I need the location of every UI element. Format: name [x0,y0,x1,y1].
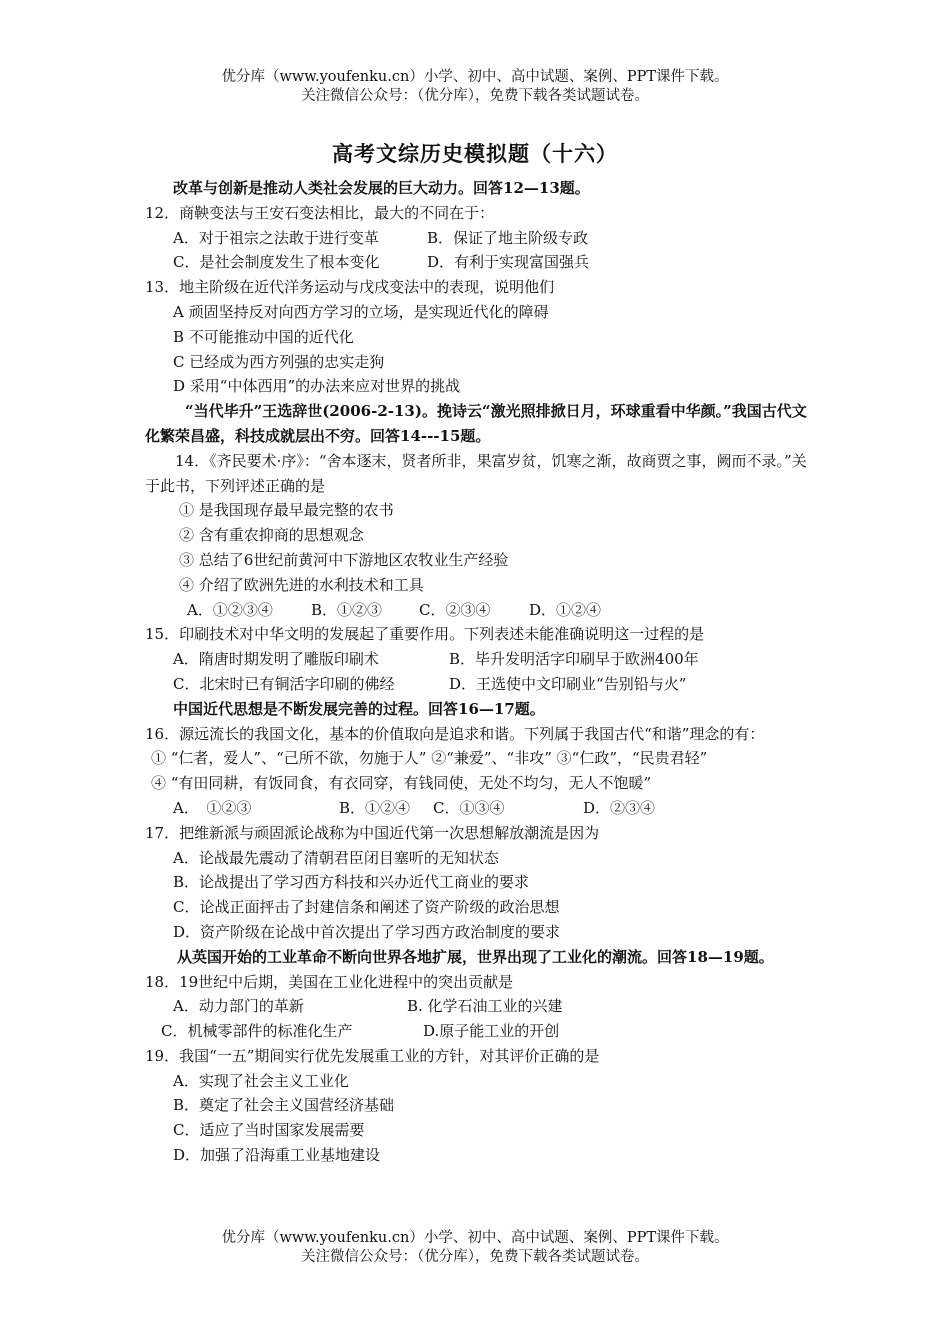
q12-options-cd [145,250,810,275]
q18-option-b: B. 化学石油工业的兴建 [407,997,563,1016]
q19-option-a: A．实现了社会主义工业化 [173,1071,349,1090]
header-line-2: 关注微信公众号：（优分库），免费下载各类试题试卷。 [301,88,649,104]
page-title: 高考文综历史模拟题（十六） [332,141,618,166]
header-banner [0,68,950,106]
q13-option-c: C 已经成为西方列强的忠实走狗 [173,352,385,371]
footer-banner [0,1229,950,1267]
q13-option-d: D 采用“中体西用”的办法来应对世界的挑战 [173,377,461,396]
q15-option-b: B．毕升发明活字印刷早于欧洲400年 [449,650,699,669]
q14-stem: 14．《齐民要术·序》：“舍本逐末，贤者所非，果富岁贫，饥寒之渐，故商贾之事，阙而不录。”关于此书，下列评述正确的是 [145,451,807,495]
section-1-intro: 改革与创新是推动人类社会发展的巨大动力。回答12—13题。 [173,179,590,197]
q13-stem: 13．地主阶级在近代洋务运动与戊戌变法中的表现，说明他们 [145,278,555,297]
q14-statement-2: ② 含有重农抑商的思想观念 [179,526,364,545]
q13-option-b: B 不可能推动中国的近代化 [173,327,354,346]
q14-options [145,598,810,623]
q19-option-c: C．适应了当时国家发展需要 [173,1121,365,1140]
q17-option-c: C．论战正面抨击了封建信条和阐述了资产阶级的政治思想 [173,898,560,917]
q17-option-d: D．资产阶级在论战中首次提出了学习西方政治制度的要求 [173,922,561,941]
q15-options-ab [145,647,810,672]
q16-option-d: D．②③④ [583,798,656,817]
exam-content [145,176,810,1168]
section-2-intro: “当代毕升”王选辞世(2006-2-13)。挽诗云“激光照排掀日月，环球重看中华颜。”我国古代文化繁荣昌盛，科技成就层出不穷。回答14---15题。 [145,402,807,445]
q16-statement-4: ④ “有田同耕，有饭同食，有衣同穿，有钱同使，无处不均匀，无人不饱暖” [151,774,652,793]
q19-option-b: B．奠定了社会主义国营经济基础 [173,1096,395,1115]
q14-statement-1: ① 是我国现存最早最完整的农书 [179,501,394,520]
q18-option-a: A．动力部门的革新 [173,997,304,1016]
q18-options-cd [145,1019,810,1044]
q16-options [145,796,810,821]
q14-option-d: D．①②④ [529,600,602,619]
q16-option-b: B．①②④ [339,798,411,817]
q12-option-a: A．对于祖宗之法敢于进行变革 [173,228,379,247]
q16-stem: 16．源远流长的我国文化，基本的价值取向是追求和谐。下列属于我国古代“和谐”理念的有： [145,724,765,743]
q14-option-c: C．②③④ [419,600,491,619]
header-line-1: 优分库（www.youfenku.cn）小学、初中、高中试题、案例、PPT课件下载。 [221,69,729,85]
footer-line-2: 关注微信公众号：（优分库），免费下载各类试题试卷。 [301,1249,649,1265]
q16-option-a: A． ①②③ [173,798,252,817]
q18-option-d: D.原子能工业的开创 [423,1022,560,1041]
q14-statement-3: ③ 总结了6世纪前黄河中下游地区农牧业生产经验 [179,550,509,569]
q18-option-c: C．机械零部件的标准化生产 [161,1022,353,1041]
q15-option-d: D．王选使中文印刷业“告别铅与火” [449,674,687,693]
q16-option-c: C．①③④ [433,798,505,817]
q18-options-ab [145,994,810,1019]
q12-option-d: D．有利于实现富国强兵 [427,253,590,272]
q15-option-a: A．隋唐时期发明了雕版印刷术 [173,650,379,669]
q14-option-b: B．①②③ [311,600,383,619]
q12-option-b: B．保证了地主阶级专政 [427,228,589,247]
q17-stem: 17．把维新派与顽固派论战称为中国近代第一次思想解放潮流是因为 [145,823,600,842]
q16-statements-123: ① “仁者，爱人”、“己所不欲，勿施于人” ②“兼爱”、“非攻” ③“仁政”，“民贵君轻” [151,749,708,768]
q14-statement-4: ④ 介绍了欧洲先进的水利技术和工具 [179,575,424,594]
q15-options-cd [145,672,810,697]
q15-stem: 15．印刷技术对中华文明的发展起了重要作用。下列表述未能准确说明这一过程的是 [145,625,705,644]
q12-options-ab [145,226,810,251]
q14-option-a: A．①②③④ [187,600,273,619]
section-3-intro: 中国近代思想是不断发展完善的过程。回答16—17题。 [173,699,545,718]
q19-option-d: D．加强了沿海重工业基地建设 [173,1146,381,1165]
footer-line-1: 优分库（www.youfenku.cn）小学、初中、高中试题、案例、PPT课件下载。 [221,1230,729,1246]
q17-option-b: B．论战提出了学习西方科技和兴办近代工商业的要求 [173,873,530,892]
q12-option-c: C．是社会制度发生了根本变化 [173,253,380,272]
q13-option-a: A 顽固坚持反对向西方学习的立场，是实现近代化的障碍 [173,302,549,321]
q19-stem: 19．我国“一五”期间实行优先发展重工业的方针，对其评价正确的是 [145,1046,600,1065]
section-4-intro: 从英国开始的工业革命不断向世界各地扩展，世界出现了工业化的潮流。回答18—19题。 [177,947,774,966]
q15-option-c: C．北宋时已有铜活字印刷的佛经 [173,674,395,693]
q17-option-a: A．论战最先震动了清朝君臣闭目塞听的无知状态 [173,848,499,867]
q12-stem: 12．商鞅变法与王安石变法相比，最大的不同在于： [145,203,495,222]
q18-stem: 18．19世纪中后期，美国在工业化进程中的突出贡献是 [145,972,514,991]
